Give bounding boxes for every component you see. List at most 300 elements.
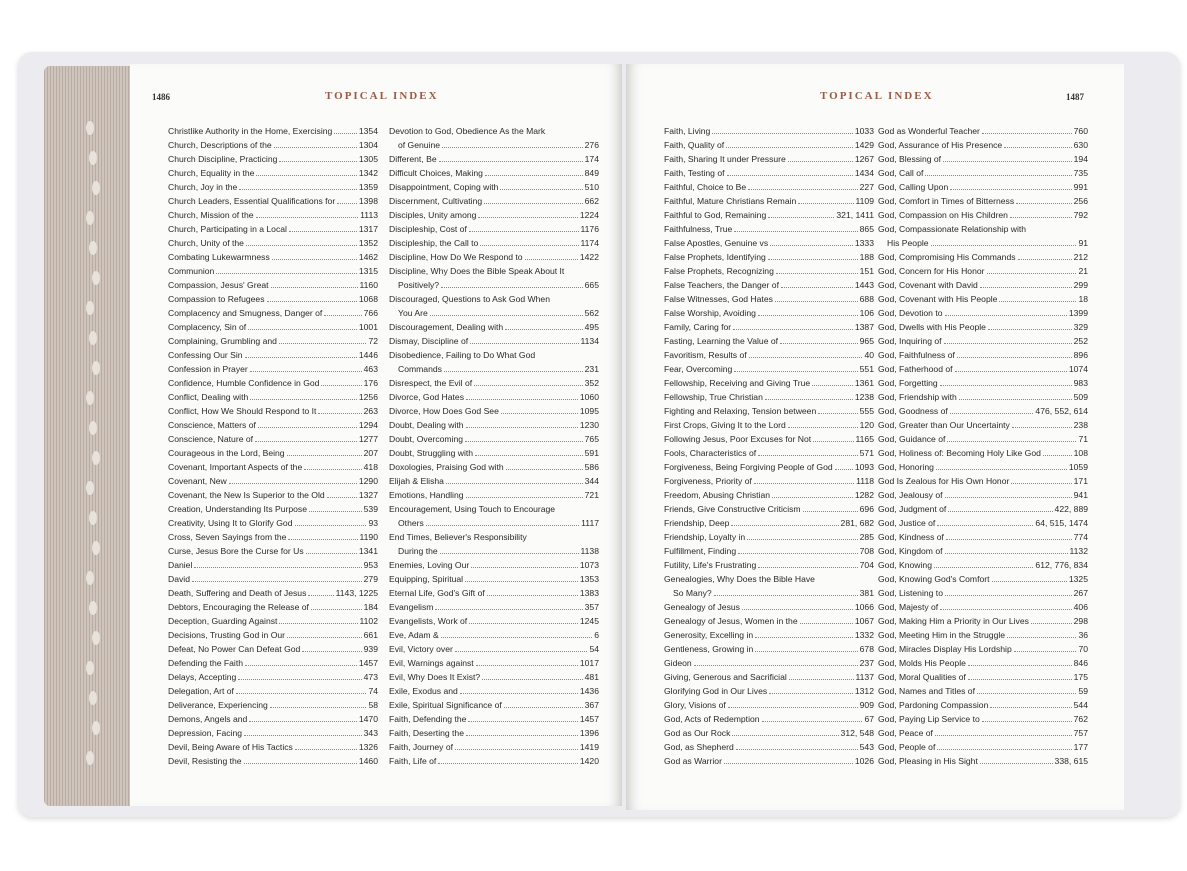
- index-entry: [664, 292, 874, 306]
- entry-page-ref: 896: [1073, 350, 1088, 360]
- index-entry: [664, 544, 874, 558]
- entry-page-ref: 1160: [359, 280, 378, 290]
- dot-leader: [765, 390, 853, 400]
- index-entry: [878, 726, 1088, 740]
- dot-leader: [788, 418, 858, 428]
- index-entry: [664, 418, 874, 432]
- index-entry: [878, 698, 1088, 712]
- index-entry: [389, 572, 599, 586]
- entry-topic: Delays, Accepting: [168, 672, 237, 682]
- entry-page-ref: 40: [864, 350, 874, 360]
- entry-page-ref: 1230: [579, 420, 599, 430]
- dot-leader: [742, 600, 853, 610]
- index-entry: [878, 264, 1088, 278]
- entry-topic: Daniel: [168, 560, 193, 570]
- entry-topic: Fellowship, Receiving and Giving True: [664, 378, 811, 388]
- index-entry: [664, 376, 874, 390]
- entry-topic: God, Meeting Him in the Struggle: [878, 630, 1006, 640]
- dot-leader: [246, 236, 357, 246]
- entry-page-ref: 586: [584, 462, 599, 472]
- index-entry: [168, 390, 378, 404]
- index-entry: [389, 740, 599, 754]
- entry-topic: Church, Unity of the: [168, 238, 244, 248]
- entry-page-ref: 212: [1073, 252, 1088, 262]
- dot-leader: [728, 698, 858, 708]
- dot-leader: [337, 194, 357, 204]
- entry-topic: Death, Suffering and Death of Jesus: [168, 588, 307, 598]
- thumb-tab: [89, 331, 97, 345]
- index-entry: [389, 586, 599, 600]
- entry-topic: Favoritism, Results of: [664, 350, 747, 360]
- index-entry: [664, 488, 874, 502]
- dot-leader: [1014, 642, 1077, 652]
- index-entry: [168, 306, 378, 320]
- index-entry: [168, 348, 378, 362]
- entry-page-ref: 252: [1073, 336, 1088, 346]
- dot-leader: [250, 362, 362, 372]
- index-entry: [389, 334, 599, 348]
- index-entry: [389, 642, 599, 656]
- dot-leader: [258, 418, 357, 428]
- dot-leader: [500, 180, 582, 190]
- entry-topic: God as Warrior: [664, 756, 722, 766]
- entry-page-ref: 1354: [358, 126, 378, 136]
- entry-page-ref: 344: [584, 476, 599, 486]
- index-entry: [168, 698, 378, 712]
- entry-topic: Fellowship, True Christian: [664, 392, 763, 402]
- dot-leader: [289, 222, 357, 232]
- entry-topic: Forgiveness, Priority of: [664, 476, 752, 486]
- page-header: TOPICAL INDEX: [325, 90, 439, 102]
- dot-leader: [813, 432, 853, 442]
- entry-page-ref: 696: [859, 504, 874, 514]
- index-entry: [664, 726, 874, 740]
- entry-page-ref: 1359: [358, 182, 378, 192]
- entry-topic: Deliverance, Experiencing: [168, 700, 268, 710]
- index-entry: [664, 614, 874, 628]
- entry-page-ref: 1073: [579, 560, 599, 570]
- index-entry: [878, 740, 1088, 754]
- index-entry: [878, 586, 1088, 600]
- entry-topic: So Many?: [673, 588, 712, 598]
- dot-leader: [487, 586, 578, 596]
- entry-page-ref: 510: [584, 182, 599, 192]
- index-entry: [664, 740, 874, 754]
- entry-topic: Church, Descriptions of the: [168, 140, 272, 150]
- thumb-tab: [89, 511, 97, 525]
- index-entry: [168, 754, 378, 768]
- dot-leader: [430, 306, 583, 316]
- index-entry: [664, 404, 874, 418]
- dot-leader: [987, 264, 1077, 274]
- dot-leader: [762, 712, 863, 722]
- index-entry: [878, 544, 1088, 558]
- dot-leader: [470, 334, 578, 344]
- index-entry: [878, 334, 1088, 348]
- entry-page-ref: 543: [859, 742, 874, 752]
- dot-leader: [945, 544, 1068, 554]
- entry-page-ref: 1245: [579, 616, 599, 626]
- index-entry: [168, 544, 378, 558]
- index-entry: [664, 236, 874, 250]
- dot-leader: [501, 404, 578, 414]
- index-entry: [878, 516, 1088, 530]
- entry-topic: God, Compassion on His Children: [878, 210, 1008, 220]
- index-entry: [664, 334, 874, 348]
- entry-page-ref: 1267: [854, 154, 874, 164]
- entry-topic: Friends, Give Constructive Criticism: [664, 504, 801, 514]
- entry-topic: Communion: [168, 266, 215, 276]
- dot-leader: [476, 656, 578, 666]
- index-entry: [878, 642, 1088, 656]
- entry-topic: God, Comfort in Times of Bitterness: [878, 196, 1015, 206]
- entry-topic: False Prophets, Identifying: [664, 252, 766, 262]
- entry-topic: Divorce, God Hates: [389, 392, 464, 402]
- index-entry: [664, 166, 874, 180]
- index-entry: [389, 474, 599, 488]
- entry-page-ref: 953: [363, 560, 378, 570]
- entry-topic: You Are: [398, 308, 428, 318]
- entry-topic: Evangelism: [389, 602, 434, 612]
- dot-leader: [271, 278, 358, 288]
- entry-page-ref: 1290: [358, 476, 378, 486]
- entry-topic: God, People of: [878, 742, 936, 752]
- index-entry: [168, 124, 378, 138]
- dot-leader: [992, 572, 1067, 582]
- dot-leader: [244, 726, 362, 736]
- dot-leader: [1031, 614, 1072, 624]
- entry-page-ref: 865: [859, 224, 874, 234]
- index-entry: [664, 362, 874, 376]
- entry-page-ref: 1068: [358, 294, 378, 304]
- index-entry: [389, 208, 599, 222]
- index-entry: [664, 152, 874, 166]
- index-entry: [389, 432, 599, 446]
- index-entry: [878, 166, 1088, 180]
- dot-leader: [935, 726, 1072, 736]
- entry-topic: Fasting, Learning the Value of: [664, 336, 779, 346]
- dot-leader: [1016, 194, 1072, 204]
- index-entry: [664, 222, 874, 236]
- entry-page-ref: 551: [859, 364, 874, 374]
- entry-topic: Doxologies, Praising God with: [389, 462, 504, 472]
- entry-topic: Compassion to Refugees: [168, 294, 265, 304]
- index-entry: [664, 628, 874, 642]
- dot-leader: [485, 166, 583, 176]
- entry-topic: Genealogies, Why Does the Bible Have: [664, 574, 815, 584]
- dot-leader: [216, 264, 357, 274]
- index-entry: [664, 684, 874, 698]
- entry-topic: Generosity, Excelling in: [664, 630, 754, 640]
- index-entry: [389, 180, 599, 194]
- entry-page-ref: 357: [584, 602, 599, 612]
- dot-leader: [977, 684, 1076, 694]
- index-entry: [664, 530, 874, 544]
- entry-topic: Fulfillment, Finding: [664, 546, 737, 556]
- entry-page-ref: 1387: [854, 322, 874, 332]
- index-entry: [878, 656, 1088, 670]
- entry-topic: God, Calling Upon: [878, 182, 949, 192]
- index-entry: [168, 208, 378, 222]
- entry-page-ref: 151: [859, 266, 874, 276]
- entry-topic: Fighting and Relaxing, Tension between: [664, 406, 817, 416]
- entry-page-ref: 108: [1073, 448, 1088, 458]
- index-entry: [168, 712, 378, 726]
- entry-page-ref: 1067: [854, 616, 874, 626]
- entry-page-ref: 591: [584, 448, 599, 458]
- entry-topic: Doubt, Struggling with: [389, 448, 474, 458]
- entry-page-ref: 1117: [581, 518, 599, 528]
- dot-leader: [769, 684, 853, 694]
- entry-topic: Cross, Seven Sayings from the: [168, 532, 287, 542]
- entry-page-ref: 1174: [580, 238, 599, 248]
- index-entry: [389, 754, 599, 768]
- index-entry: [389, 348, 599, 362]
- index-entry: [389, 222, 599, 236]
- entry-topic: Christlike Authority in the Home, Exercising: [168, 126, 333, 136]
- entry-page-ref: 256: [1073, 196, 1088, 206]
- entry-page-ref: 1102: [359, 616, 378, 626]
- entry-page-ref: 54: [589, 644, 599, 654]
- index-entry: [168, 194, 378, 208]
- dot-leader: [267, 292, 357, 302]
- index-entry: [664, 320, 874, 334]
- dot-leader: [748, 180, 857, 190]
- entry-page-ref: 321, 1411: [836, 210, 874, 220]
- index-entry: [878, 600, 1088, 614]
- entry-topic: Divorce, How Does God See: [389, 406, 499, 416]
- dot-leader: [279, 334, 367, 344]
- index-entry: [389, 390, 599, 404]
- entry-topic: Faithfulness, True: [664, 224, 733, 234]
- dot-leader: [482, 670, 582, 680]
- entry-topic: Confidence, Humble Confidence in God: [168, 378, 320, 388]
- index-entry: [389, 726, 599, 740]
- index-entry: [878, 306, 1088, 320]
- entry-topic: Discipleship, the Call to: [389, 238, 479, 248]
- entry-page-ref: 1399: [1068, 308, 1088, 318]
- dot-leader: [768, 208, 834, 218]
- index-entry: [664, 264, 874, 278]
- entry-page-ref: 188: [859, 252, 874, 262]
- entry-page-ref: 1224: [579, 210, 599, 220]
- entry-topic: Covenant, Important Aspects of the: [168, 462, 303, 472]
- dot-leader: [731, 516, 838, 526]
- index-entry: [664, 642, 874, 656]
- entry-page-ref: 939: [363, 644, 378, 654]
- entry-topic: False Teachers, the Danger of: [664, 280, 779, 290]
- index-entry-continuation: [878, 236, 1088, 250]
- entry-topic: Evil, Warnings against: [389, 658, 474, 668]
- entry-page-ref: 1134: [580, 336, 599, 346]
- index-entry: [389, 446, 599, 460]
- dot-leader: [466, 488, 583, 498]
- entry-page-ref: 207: [363, 448, 378, 458]
- dot-leader: [238, 670, 361, 680]
- index-entry: [389, 670, 599, 684]
- dot-leader: [1043, 446, 1072, 456]
- entry-topic: Evil, Victory over: [389, 644, 453, 654]
- dot-leader: [324, 306, 361, 316]
- index-entry: [664, 124, 874, 138]
- index-entry-continuation: [389, 544, 599, 558]
- index-entry: [168, 250, 378, 264]
- entry-page-ref: 418: [363, 462, 378, 472]
- dot-leader: [192, 572, 362, 582]
- dot-leader: [999, 292, 1076, 302]
- dot-leader: [471, 558, 578, 568]
- index-entry: [389, 460, 599, 474]
- dot-leader: [455, 740, 578, 750]
- entry-page-ref: 70: [1078, 644, 1088, 654]
- entry-page-ref: 481: [584, 672, 599, 682]
- entry-page-ref: 1001: [358, 322, 378, 332]
- index-entry: [878, 614, 1088, 628]
- index-entry: [389, 320, 599, 334]
- dot-leader: [478, 208, 577, 218]
- dot-leader: [712, 124, 853, 134]
- entry-page-ref: 1457: [358, 658, 378, 668]
- index-entry: [878, 138, 1088, 152]
- index-entry: [878, 194, 1088, 208]
- dot-leader: [245, 656, 357, 666]
- dot-leader: [732, 726, 838, 736]
- entry-topic: Conscience, Nature of: [168, 434, 254, 444]
- index-entry: [168, 334, 378, 348]
- dot-leader: [944, 334, 1072, 344]
- index-entry: [389, 712, 599, 726]
- entry-page-ref: 1190: [359, 532, 378, 542]
- entry-page-ref: 352: [584, 378, 599, 388]
- entry-page-ref: 422, 889: [1054, 504, 1088, 514]
- entry-page-ref: 612, 776, 834: [1035, 560, 1088, 570]
- entry-page-ref: 473: [363, 672, 378, 682]
- thumb-tab: [86, 121, 94, 135]
- entry-topic: Complacency, Sin of: [168, 322, 247, 332]
- index-entry: [878, 502, 1088, 516]
- entry-page-ref: 67: [864, 714, 874, 724]
- dot-leader: [755, 628, 853, 638]
- thumb-tab: [92, 541, 100, 555]
- dot-leader: [465, 432, 583, 442]
- entry-page-ref: 846: [1073, 658, 1088, 668]
- dot-leader: [506, 460, 583, 470]
- entry-topic: Discernment, Cultivating: [389, 196, 483, 206]
- entry-page-ref: 1113: [360, 210, 378, 220]
- entry-page-ref: 1118: [856, 476, 874, 486]
- entry-topic: Conscience, Matters of: [168, 420, 256, 430]
- entry-topic: God, Concern for His Honor: [878, 266, 985, 276]
- entry-topic: Curse, Jesus Bore the Curse for Us: [168, 546, 304, 556]
- index-entry: [878, 530, 1088, 544]
- entry-page-ref: 1361: [854, 378, 874, 388]
- entry-topic: Exile, Spiritual Significance of: [389, 700, 502, 710]
- entry-page-ref: 338, 615: [1054, 756, 1088, 766]
- dot-leader: [775, 292, 858, 302]
- index-entry: [168, 628, 378, 642]
- entry-topic: Different, Be: [389, 154, 437, 164]
- entry-page-ref: 263: [363, 406, 378, 416]
- entry-topic: God, Knowing God's Comfort: [878, 574, 990, 584]
- index-entry: [168, 264, 378, 278]
- index-entry: [664, 180, 874, 194]
- left-page: [130, 64, 622, 806]
- index-entry: [168, 460, 378, 474]
- dot-leader: [945, 306, 1067, 316]
- dot-leader: [925, 166, 1071, 176]
- entry-page-ref: 64, 515, 1474: [1035, 518, 1088, 528]
- entry-topic: Church, Joy in the: [168, 182, 238, 192]
- entry-page-ref: 1326: [358, 742, 378, 752]
- entry-page-ref: 1143, 1225: [335, 588, 378, 598]
- dot-leader: [279, 614, 357, 624]
- entry-topic: Others: [398, 518, 424, 528]
- entry-topic: Complaining, Grumbling and: [168, 336, 277, 346]
- entry-page-ref: 91: [1078, 238, 1088, 248]
- index-column: [664, 124, 874, 768]
- index-entry: [664, 516, 874, 530]
- entry-page-ref: 476, 552, 614: [1035, 406, 1088, 416]
- index-entry: [168, 236, 378, 250]
- index-entry: [664, 656, 874, 670]
- entry-topic: God, Knowing: [878, 560, 932, 570]
- dot-leader: [442, 138, 583, 148]
- entry-topic: Friendship, Loyalty in: [664, 532, 746, 542]
- entry-page-ref: 175: [1073, 672, 1088, 682]
- entry-page-ref: 1033: [854, 126, 874, 136]
- entry-topic: God, Compromising His Commands: [878, 252, 1016, 262]
- dot-leader: [309, 502, 362, 512]
- entry-topic: God, Holiness of: Becoming Holy Like God: [878, 448, 1041, 458]
- index-entry: [878, 152, 1088, 166]
- entry-topic: Positively?: [398, 280, 440, 290]
- entry-page-ref: 662: [584, 196, 599, 206]
- dot-leader: [959, 390, 1072, 400]
- dot-leader: [239, 180, 357, 190]
- dot-leader: [474, 376, 583, 386]
- dot-leader: [446, 474, 583, 484]
- index-entry: [168, 474, 378, 488]
- entry-topic: Fear, Overcoming: [664, 364, 733, 374]
- entry-page-ref: 766: [363, 308, 378, 318]
- entry-topic: Church, Equality in the: [168, 168, 255, 178]
- index-entry: [878, 628, 1088, 642]
- entry-page-ref: 184: [363, 602, 378, 612]
- index-entry: [664, 306, 874, 320]
- entry-page-ref: 194: [1073, 154, 1088, 164]
- index-entry: [389, 502, 599, 516]
- thumb-tab: [89, 421, 97, 435]
- dot-leader: [948, 502, 1052, 512]
- entry-page-ref: 1277: [358, 434, 378, 444]
- thumb-tab: [86, 751, 94, 765]
- entry-page-ref: 721: [584, 490, 599, 500]
- entry-topic: God, Devotion to: [878, 308, 943, 318]
- entry-topic: God, Majesty of: [878, 602, 939, 612]
- entry-topic: God, Names and Titles of: [878, 686, 975, 696]
- index-entry: [168, 614, 378, 628]
- entry-page-ref: 571: [859, 448, 874, 458]
- entry-page-ref: 1353: [579, 574, 599, 584]
- thumb-tab: [86, 571, 94, 585]
- dot-leader: [1018, 250, 1072, 260]
- entry-topic: Giving, Generous and Sacrificial: [664, 672, 787, 682]
- entry-topic: God, Honoring: [878, 462, 934, 472]
- dot-leader: [460, 684, 578, 694]
- entry-topic: False Worship, Avoiding: [664, 308, 756, 318]
- index-entry-continuation: [389, 278, 599, 292]
- index-entry: [168, 488, 378, 502]
